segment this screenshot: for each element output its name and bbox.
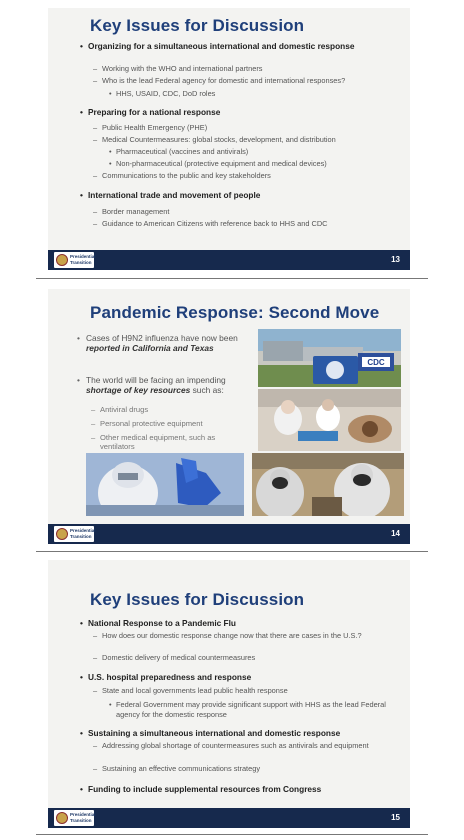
sub-bullet-item: – Addressing global shortage of countermeasures such as antivirals and equipment [102, 741, 382, 751]
bullet-text: such as: [190, 385, 224, 395]
sub-bullet-item: – Public Health Emergency (PHE) [102, 123, 392, 133]
masked-workers-photo [252, 453, 404, 516]
sub-sub-bullet-item: • Federal Government may provide significant support with HHS as the lead Federal agency for the domestic response [116, 700, 386, 719]
divider [36, 278, 428, 279]
presidential-transition-logo [54, 252, 94, 268]
slide-15 [48, 560, 410, 828]
bullet-item: • International trade and movement of people [88, 190, 388, 200]
cdc-building-photo [258, 329, 401, 387]
seal-icon [56, 528, 68, 540]
sub-bullet-item: – Sustaining an effective communications strategy [102, 764, 392, 774]
bullet-item: • Organizing for a simultaneous international and domestic response [88, 41, 388, 51]
divider [36, 834, 428, 835]
bullet-text: The world will be facing an impending [86, 375, 226, 385]
sub-bullet-item: – Personal protective equipment [100, 419, 250, 428]
bullet-item: • U.S. hospital preparedness and response [88, 672, 388, 682]
slide-title: Key Issues for Discussion [90, 590, 305, 609]
sub-bullet-item: – Other medical equipment, such as ventilators [100, 433, 240, 451]
sub-bullet-item: – Domestic delivery of medical countermeasures [102, 653, 392, 663]
divider [36, 551, 428, 552]
page-number: 13 [391, 255, 400, 264]
logo-line1: Presidential [70, 528, 96, 533]
logo-line2: Transition [70, 259, 92, 265]
bullet-item: • National Response to a Pandemic Flu [88, 618, 388, 628]
page-number: 14 [391, 529, 400, 538]
presidential-transition-logo [54, 526, 94, 542]
logo-line1: Presidential [70, 254, 96, 259]
logo-line2: Transition [70, 533, 92, 539]
sub-bullet-item: – Working with the WHO and international partners [102, 64, 392, 74]
logo-line2: Transition [70, 817, 92, 823]
sub-bullet-item: – Border management [102, 207, 392, 217]
bullet-emphasis: shortage of key resources [86, 385, 191, 395]
page-number: 15 [391, 813, 400, 822]
slide-title: Pandemic Response: Second Move [90, 303, 380, 322]
bullet-text: Cases of H9N2 influenza have now been [86, 333, 238, 343]
presidential-transition-logo [54, 810, 94, 826]
sub-bullet-item: – Communications to the public and key stakeholders [102, 171, 392, 181]
seal-icon [56, 254, 68, 266]
slide-footer [48, 250, 410, 270]
bullet-item [86, 333, 248, 353]
sub-bullet-item: – How does our domestic response change now that there are cases in the U.S.? [102, 631, 382, 641]
sub-bullet-item: – Antiviral drugs [100, 405, 250, 414]
sub-bullet-item: – Guidance to American Citizens with reference back to HHS and CDC [102, 219, 402, 229]
bullet-item: • Preparing for a national response [88, 107, 388, 117]
sub-bullet-item: – Who is the lead Federal agency for domestic and international responses? [102, 76, 402, 86]
slide-footer [48, 808, 410, 828]
sub-sub-bullet-item: • Non-pharmaceutical (protective equipment and medical devices) [116, 159, 406, 169]
seal-icon [56, 812, 68, 824]
cdc-sign-text: CDC [367, 358, 385, 367]
slide-13 [48, 8, 410, 270]
bullet-item: • Sustaining a simultaneous international and domestic response [88, 728, 398, 738]
sub-sub-bullet-item: • Pharmaceutical (vaccines and antivirals) [116, 147, 396, 157]
logo-line1: Presidential [70, 812, 96, 817]
sub-bullet-item: – Medical Countermeasures: global stocks, development, and distribution [102, 135, 402, 145]
slide-footer [48, 524, 410, 544]
bullet-item [86, 375, 248, 395]
sub-bullet-item: – State and local governments lead public health response [102, 686, 392, 696]
protective-suit-photo [86, 453, 244, 516]
lab-workers-photo [258, 389, 401, 451]
sub-sub-bullet-item: • HHS, USAID, CDC, DoD roles [116, 89, 396, 99]
bullet-item: • Funding to include supplemental resources from Congress [88, 784, 398, 794]
bullet-emphasis: reported in California and Texas [86, 343, 214, 353]
slide-14 [48, 289, 410, 544]
slide-title: Key Issues for Discussion [90, 16, 305, 35]
